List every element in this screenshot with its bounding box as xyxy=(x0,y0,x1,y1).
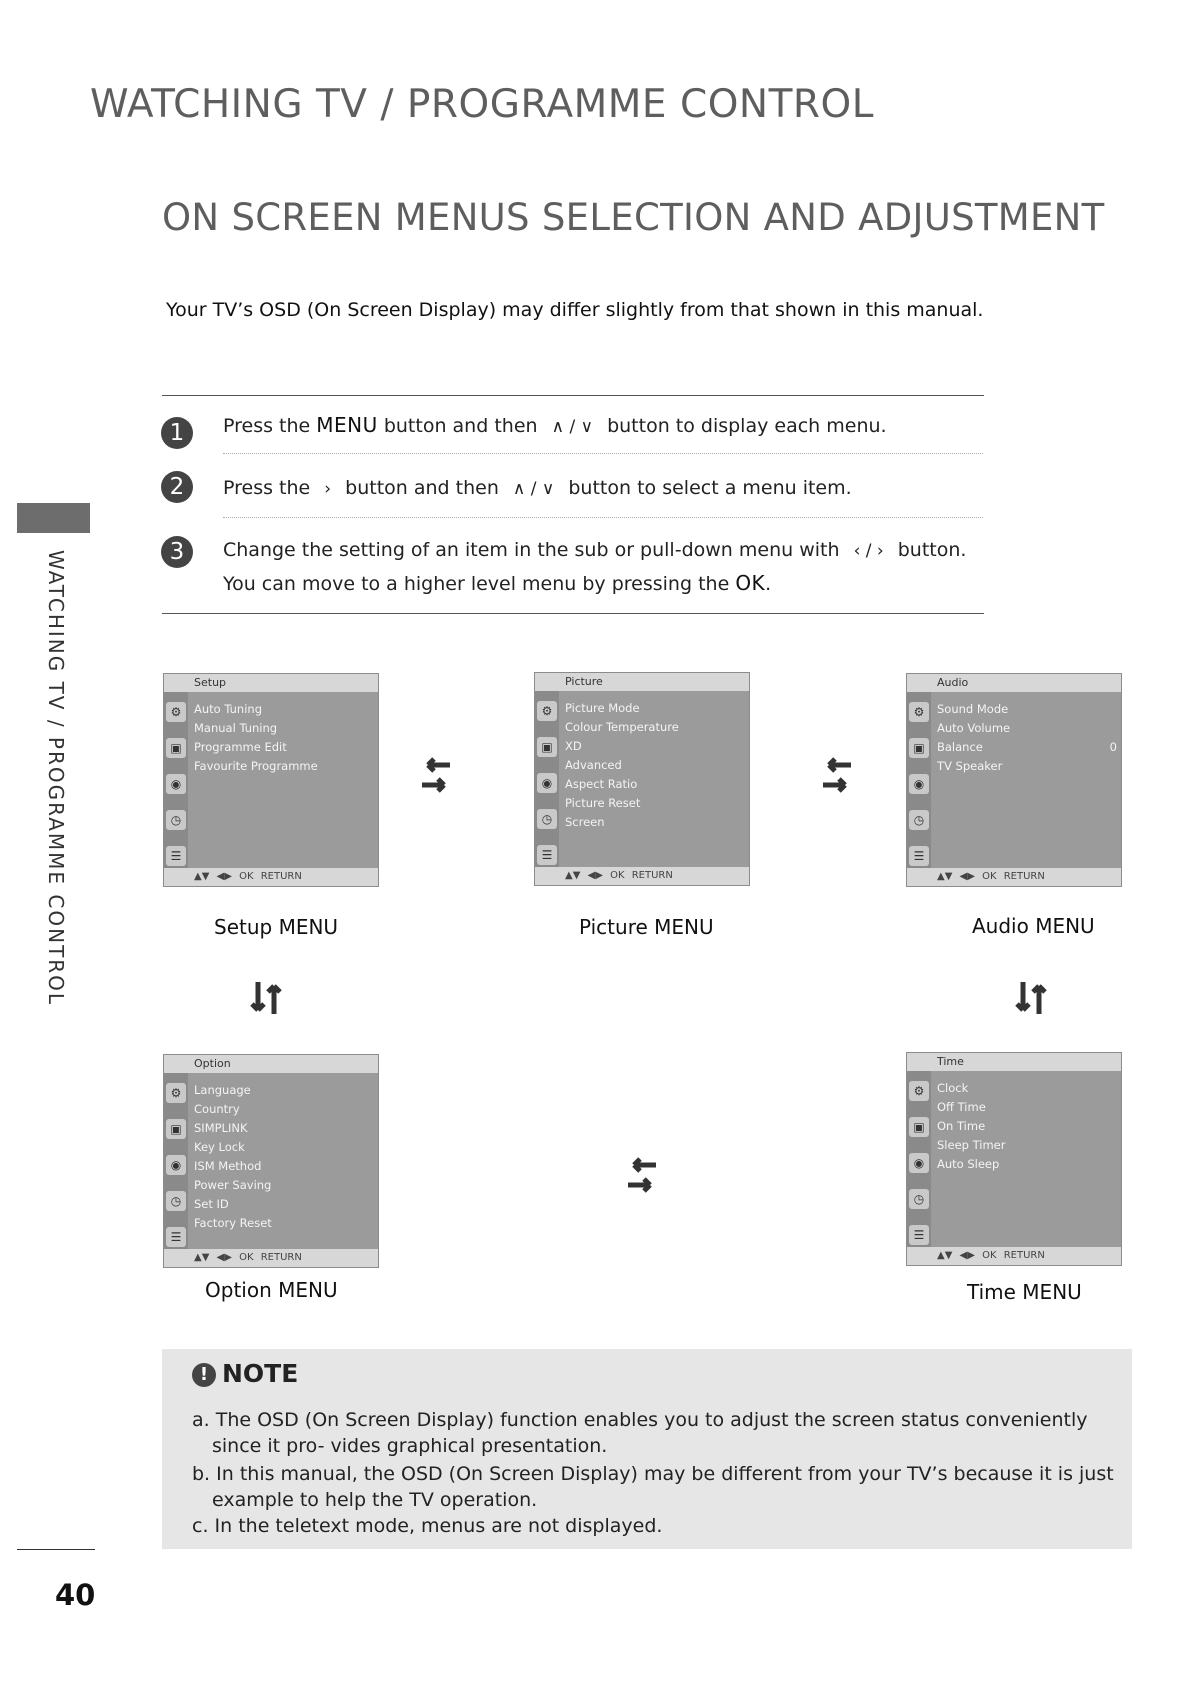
osd-title: Option xyxy=(164,1055,378,1073)
section-title: WATCHING TV / PROGRAMME CONTROL xyxy=(90,82,874,127)
step-2-pre: Press the xyxy=(223,477,311,499)
step-2-text xyxy=(223,477,852,499)
option-menu-screen xyxy=(163,1054,379,1268)
osd-title: Setup xyxy=(164,674,378,692)
osd-item[interactable]: Key Lock xyxy=(194,1140,245,1154)
time-icon: ◷ xyxy=(537,809,557,829)
note-item: b. In this manual, the OSD (On Screen Display) may be different from your TV’s because it is just example to help the TV operation. xyxy=(192,1463,1114,1511)
osd-item[interactable]: Colour Temperature xyxy=(565,720,679,734)
osd-title: Time xyxy=(907,1053,1121,1071)
side-tab-marker xyxy=(17,503,90,533)
setup-icon: ⚙ xyxy=(537,701,557,721)
osd-item[interactable]: Clock xyxy=(937,1081,969,1095)
osd-item-list xyxy=(194,700,374,776)
option-icon: ☰ xyxy=(166,1227,186,1247)
audio-icon: ◉ xyxy=(166,774,186,794)
page-title: ON SCREEN MENUS SELECTION AND ADJUSTMENT xyxy=(162,196,1105,239)
osd-item[interactable]: SIMPLINK xyxy=(194,1121,248,1135)
steps-top-rule xyxy=(162,395,984,396)
note-box xyxy=(162,1349,1132,1549)
note-item: c. In the teletext mode, menus are not displayed. xyxy=(192,1515,663,1537)
osd-item[interactable]: TV Speaker xyxy=(937,759,1003,773)
osd-item[interactable]: ISM Method xyxy=(194,1159,262,1173)
up-down-arrows-icon: ∧ / ∨ xyxy=(551,417,594,437)
note-item: a. The OSD (On Screen Display) function enables you to adjust the screen status conveniently since it pro- vides graphical presentation. xyxy=(192,1409,1088,1457)
right-arrow-icon: › xyxy=(324,479,332,499)
osd-icon-column xyxy=(164,1073,188,1249)
osd-item-list xyxy=(937,1079,1117,1174)
osd-item-list xyxy=(565,699,745,832)
page-number: 40 xyxy=(55,1578,96,1612)
osd-item[interactable]: Set ID xyxy=(194,1197,229,1211)
time-icon: ◷ xyxy=(909,810,929,830)
osd-item-balance[interactable] xyxy=(937,738,1117,757)
osd-item-label: Balance xyxy=(937,740,983,754)
step-2-post: button to select a menu item. xyxy=(568,477,852,499)
left-right-arrows-icon: ‹ / › xyxy=(853,541,884,561)
audio-icon: ◉ xyxy=(909,1153,929,1173)
audio-menu-label: Audio MENU xyxy=(972,914,1095,938)
osd-item[interactable]: Screen xyxy=(565,815,605,829)
osd-item[interactable]: Programme Edit xyxy=(194,740,287,754)
footer-rule xyxy=(17,1549,95,1550)
osd-item[interactable]: Manual Tuning xyxy=(194,721,278,735)
step-1-mid: button and then xyxy=(383,415,538,437)
exclamation-icon: ! xyxy=(192,1363,216,1387)
step-2-mid: button and then xyxy=(345,477,499,499)
setup-icon: ⚙ xyxy=(166,1083,186,1103)
osd-item[interactable]: Off Time xyxy=(937,1100,986,1114)
osd-icon-column xyxy=(907,692,931,868)
osd-item[interactable]: Sleep Timer xyxy=(937,1138,1006,1152)
osd-item[interactable]: On Time xyxy=(937,1119,986,1133)
option-icon: ☰ xyxy=(166,846,186,866)
time-menu-screen xyxy=(906,1052,1122,1266)
note-heading-text: NOTE xyxy=(222,1359,299,1388)
osd-title: Picture xyxy=(535,673,749,691)
osd-footer: ▲▼ ◀▶ OK RETURN xyxy=(907,1247,1121,1265)
audio-icon: ◉ xyxy=(537,773,557,793)
step-3-line2 xyxy=(223,571,771,595)
osd-item-list xyxy=(937,700,1117,776)
step-3-line2-pre: You can move to a higher level menu by pressing the xyxy=(223,573,730,595)
osd-footer: ▲▼ ◀▶ OK RETURN xyxy=(535,867,749,885)
setup-icon: ⚙ xyxy=(166,702,186,722)
picture-icon: ▣ xyxy=(537,737,557,757)
step-2-number: 2 xyxy=(161,471,193,503)
osd-title: Audio xyxy=(907,674,1121,692)
osd-item[interactable]: Sound Mode xyxy=(937,702,1009,716)
setup-menu-label: Setup MENU xyxy=(214,915,339,939)
option-icon: ☰ xyxy=(909,1225,929,1245)
osd-item[interactable]: Language xyxy=(194,1083,251,1097)
picture-icon: ▣ xyxy=(166,1119,186,1139)
step-1-pre: Press the xyxy=(223,415,311,437)
osd-footer: ▲▼ ◀▶ OK RETURN xyxy=(907,868,1121,886)
step-1-post: button to display each menu. xyxy=(607,415,887,437)
step-3-post: button. xyxy=(897,539,967,561)
swap-horizontal-arrows-icon xyxy=(626,1155,658,1199)
step-3-text xyxy=(223,539,966,561)
osd-item[interactable]: Favourite Programme xyxy=(194,759,318,773)
step-1-text xyxy=(223,413,887,437)
time-icon: ◷ xyxy=(166,810,186,830)
osd-icon-column xyxy=(164,692,188,868)
picture-menu-screen xyxy=(534,672,750,886)
picture-icon: ▣ xyxy=(166,738,186,758)
osd-item[interactable]: Auto Tuning xyxy=(194,702,262,716)
osd-icon-column xyxy=(535,691,559,867)
intro-text: Your TV’s OSD (On Screen Display) may differ slightly from that shown in this manual. xyxy=(166,299,984,321)
step-divider xyxy=(223,453,983,454)
swap-vertical-arrows-icon xyxy=(1013,980,1049,1020)
osd-item[interactable]: Picture Mode xyxy=(565,701,640,715)
osd-footer: ▲▼ ◀▶ OK RETURN xyxy=(164,1249,378,1267)
setup-icon: ⚙ xyxy=(909,1081,929,1101)
swap-vertical-arrows-icon xyxy=(248,980,284,1020)
option-menu-label: Option MENU xyxy=(205,1278,338,1302)
osd-icon-column xyxy=(907,1071,931,1247)
side-tab-label: WATCHING TV / PROGRAMME CONTROL xyxy=(44,550,68,1007)
audio-icon: ◉ xyxy=(166,1155,186,1175)
osd-item[interactable]: Aspect Ratio xyxy=(565,777,638,791)
picture-icon: ▣ xyxy=(909,1117,929,1137)
picture-icon: ▣ xyxy=(909,738,929,758)
menu-key-label: MENU xyxy=(316,413,378,437)
option-icon: ☰ xyxy=(537,845,557,865)
time-icon: ◷ xyxy=(166,1191,186,1211)
note-heading xyxy=(192,1359,298,1388)
osd-item[interactable]: XD xyxy=(565,739,582,753)
step-3-pre: Change the setting of an item in the sub or pull-down menu with xyxy=(223,539,840,561)
audio-icon: ◉ xyxy=(909,774,929,794)
time-icon: ◷ xyxy=(909,1189,929,1209)
ok-key-label: OK xyxy=(735,571,766,595)
setup-icon: ⚙ xyxy=(909,702,929,722)
osd-footer: ▲▼ ◀▶ OK RETURN xyxy=(164,868,378,886)
osd-item[interactable]: Power Saving xyxy=(194,1178,272,1192)
osd-item[interactable]: Auto Sleep xyxy=(937,1157,1000,1171)
picture-menu-label: Picture MENU xyxy=(579,915,714,939)
swap-horizontal-arrows-icon xyxy=(821,755,853,799)
time-menu-label: Time MENU xyxy=(967,1280,1082,1304)
steps-bottom-rule xyxy=(162,613,984,614)
swap-horizontal-arrows-icon xyxy=(420,755,452,799)
step-divider xyxy=(223,517,983,518)
osd-item[interactable]: Factory Reset xyxy=(194,1216,272,1230)
osd-item[interactable]: Picture Reset xyxy=(565,796,641,810)
option-icon: ☰ xyxy=(909,846,929,866)
step-1-number: 1 xyxy=(161,417,193,449)
setup-menu-screen xyxy=(163,673,379,887)
step-3-line2-post: . xyxy=(765,573,772,595)
osd-item[interactable]: Auto Volume xyxy=(937,721,1011,735)
step-3-number: 3 xyxy=(161,536,193,568)
audio-menu-screen xyxy=(906,673,1122,887)
osd-item[interactable]: Country xyxy=(194,1102,240,1116)
up-down-arrows-icon: ∧ / ∨ xyxy=(512,479,555,499)
balance-value: 0 xyxy=(1109,740,1117,754)
osd-item-list xyxy=(194,1081,374,1233)
osd-item[interactable]: Advanced xyxy=(565,758,622,772)
